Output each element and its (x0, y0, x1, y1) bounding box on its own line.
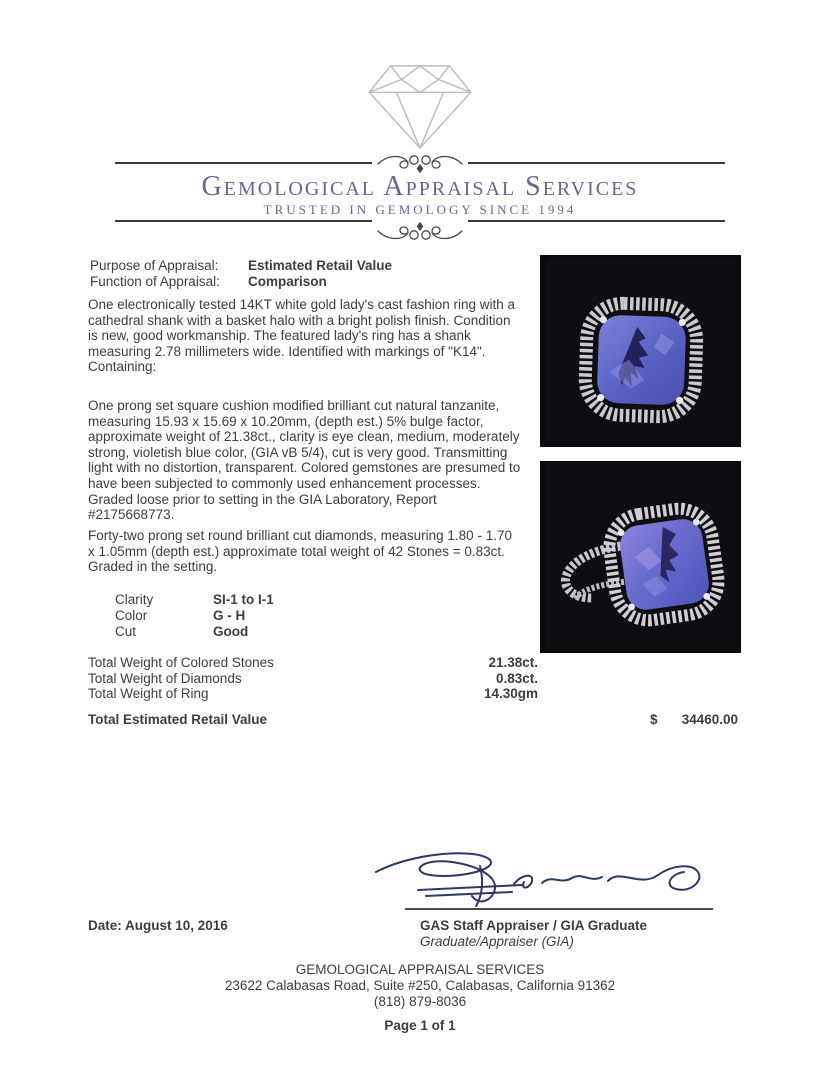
retail-value-row (88, 712, 738, 727)
description-paragraph: One electronically tested 14KT white gold lady's cast fashion ring with a cathedral shank with a basket halo with a bright polish finish. Condition is new, good workmanship. The featured lady's ring has a shank measuring 2.78 millimeters wide. Identified with markings of "K14". Containing: (88, 297, 516, 375)
signature-line (405, 908, 713, 910)
function-label: Function of Appraisal: (90, 273, 220, 289)
grade-value: Good (213, 624, 249, 639)
signer-subtitle: Graduate/Appraiser (GIA) (420, 934, 574, 949)
grade-label: Clarity (115, 592, 154, 607)
diamond-icon (115, 60, 725, 152)
total-value: 14.30gm (483, 686, 538, 702)
purpose-label: Purpose of Appraisal: (90, 258, 219, 273)
grade-row (115, 608, 274, 624)
grade-value: SI-1 to I-1 (213, 592, 274, 607)
brand-logo (115, 60, 725, 242)
grade-row (115, 592, 274, 608)
signer-title: GAS Staff Appraiser / GIA Graduate (420, 918, 648, 933)
ring-photo-top-view (540, 255, 741, 447)
brand-title: Gemological Appraisal Services (201, 171, 639, 202)
retail-label: Total Estimated Retail Value (88, 712, 268, 727)
grade-label: Cut (115, 624, 137, 639)
signature-image (362, 848, 714, 915)
footer-address: 23622 Calabasas Road, Suite #250, Calabasas, California 91362 (224, 978, 616, 993)
total-value: 21.38ct. (488, 655, 538, 670)
totals-table (88, 655, 538, 702)
description-paragraph: Forty-two prong set round brilliant cut diamonds, measuring 1.80 - 1.70 x 1.05mm (depth est.) approximate total weight of 42 Stones = 0.83ct. Graded in the setting. (88, 528, 512, 575)
grades-table (115, 592, 274, 640)
grade-row (115, 624, 274, 640)
date-label: Date: August 10, 2016 (88, 918, 228, 933)
description-paragraph: One prong set square cushion modified brilliant cut natural tanzanite, measuring 15.93 x 15.69 x 10.20mm, (depth est.) 5% bulge factor, approximate weight of 21.38ct., clarity is eye clean, medium, moderately strong, violetish blue color, (GIA vB 5/4), cut is very good. Transmitting light with no distortion, transparent. Colored gemstones are presumed to have been subjected to commonly used enhancement processes. Graded loose prior to setting in the GIA Laboratory, Report #2175668773. (88, 398, 521, 523)
appraisal-meta (90, 258, 392, 289)
total-label: Total Weight of Ring (88, 686, 209, 702)
total-row (88, 671, 538, 687)
total-row (88, 655, 538, 671)
brand-subtitle: TRUSTED IN GEMOLOGY SINCE 1994 (263, 202, 577, 217)
grade-value: G - H (213, 608, 246, 623)
ornament-bottom (115, 220, 725, 242)
currency-symbol: $ (650, 712, 658, 727)
footer-company: GEMOLOGICAL APPRAISAL SERVICES (295, 962, 545, 977)
total-label: Total Weight of Colored Stones (88, 655, 274, 670)
grade-label: Color (115, 608, 148, 623)
total-value: 0.83ct. (495, 670, 538, 686)
page-indicator: Page 1 of 1 (384, 1018, 456, 1033)
footer-phone: (818) 879-8036 (373, 994, 467, 1009)
total-row (88, 686, 538, 702)
purpose-value: Estimated Retail Value (248, 258, 393, 273)
retail-amount: 34460.00 (681, 712, 738, 727)
total-label: Total Weight of Diamonds (88, 670, 242, 686)
ring-photo-side-view (540, 461, 741, 653)
function-value: Comparison (248, 273, 327, 289)
footer (0, 962, 829, 1034)
